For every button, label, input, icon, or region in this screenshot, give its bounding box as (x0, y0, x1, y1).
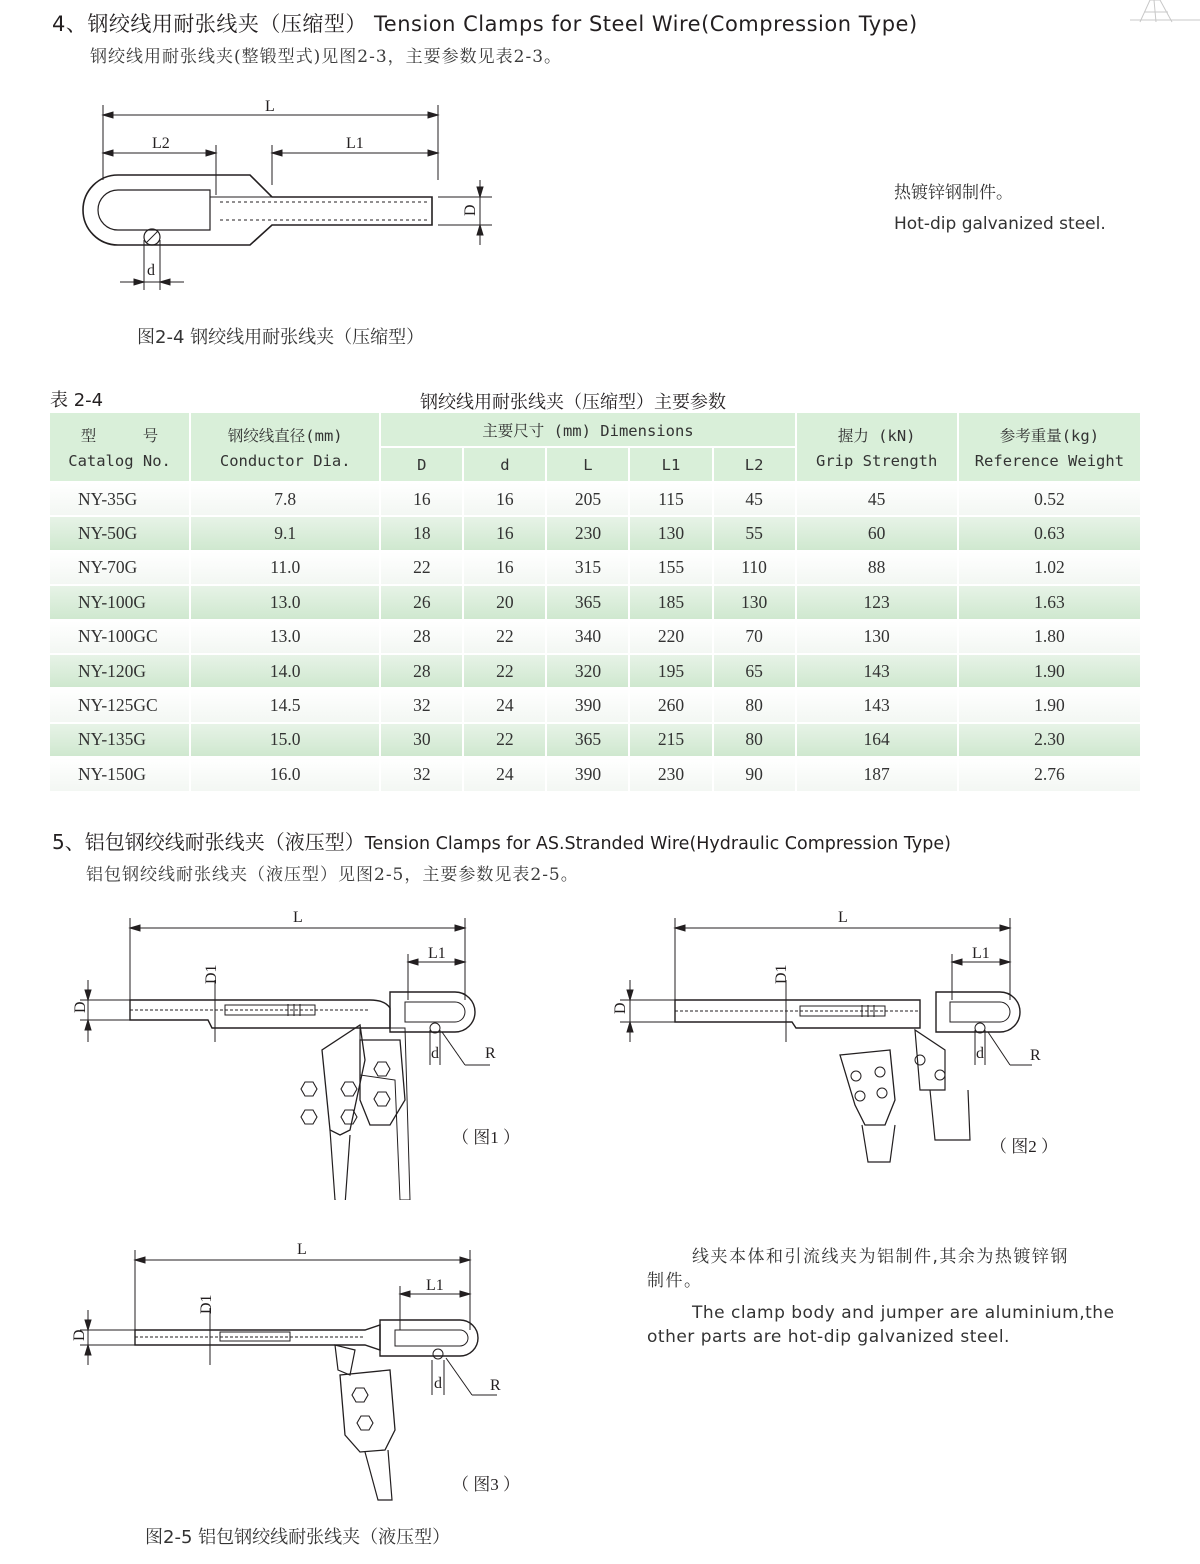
fig2-dim-L: L (838, 909, 848, 926)
table-cell: 143 (797, 689, 957, 721)
table-cell: NY-50G (50, 517, 189, 549)
table-cell: 1.63 (959, 586, 1140, 618)
table-cell: 80 (714, 689, 795, 721)
table-row (50, 483, 1140, 515)
table-cell: 16 (381, 483, 462, 515)
section-5-note-en-line2: other parts are hot-dip galvanized steel. (647, 1327, 1010, 1347)
figure-2-drawing (600, 900, 1080, 1180)
fig3-dim-L: L (297, 1241, 307, 1258)
table-cell: 390 (547, 689, 628, 721)
table-cell: 16 (464, 483, 545, 515)
table-cell: 7.8 (191, 483, 379, 515)
table-cell: 13.0 (191, 586, 379, 618)
table-cell: 155 (630, 552, 711, 584)
catalog-header (50, 413, 189, 481)
dimensions-header: 主要尺寸 (mm) Dimensions (381, 413, 794, 446)
table-row (50, 655, 1140, 687)
grip-header-en: Grip Strength (816, 452, 938, 470)
fig3-dim-D: D (71, 1329, 88, 1341)
fig2-dim-D1: D1 (773, 964, 790, 984)
parameter-table (50, 411, 1144, 793)
table-cell: 20 (464, 586, 545, 618)
weight-header (959, 413, 1140, 481)
section-5-note-cn-line2: 制件。 (647, 1271, 703, 1291)
dia-header-en: Conductor Dia. (219, 452, 351, 470)
table-row (50, 724, 1140, 756)
table-cell: NY-125GC (50, 689, 189, 721)
table-cell: NY-135G (50, 724, 189, 756)
fig3-dim-d: d (434, 1375, 442, 1392)
table-cell: 123 (797, 586, 957, 618)
weight-header-cn: 参考重量(kg) (999, 427, 1100, 445)
table-cell: 1.90 (959, 655, 1140, 687)
table-cell: 9.1 (191, 517, 379, 549)
dim-L2-label: L2 (152, 135, 170, 152)
table-row (50, 689, 1140, 721)
fig2-dim-d: d (976, 1045, 984, 1062)
fig2-label: （ 图2 ） (990, 1137, 1058, 1156)
fig2-dim-L1: L1 (972, 945, 990, 962)
table-cell: 115 (630, 483, 711, 515)
fig3-dim-D1: D1 (198, 1294, 215, 1314)
fig3-label: （ 图3 ） (452, 1475, 520, 1494)
section-5-subheading: 铝包钢绞线耐张线夹（液压型）见图2-5，主要参数见表2-5。 (86, 865, 579, 885)
figure-2-4-caption: 图2-4 钢绞线用耐张线夹（压缩型） (137, 327, 425, 348)
table-cell: 11.0 (191, 552, 379, 584)
table-cell: 143 (797, 655, 957, 687)
table-cell: 110 (714, 552, 795, 584)
fig1-dim-L: L (293, 909, 303, 926)
table-cell: 390 (547, 758, 628, 790)
table-cell: 1.02 (959, 552, 1140, 584)
table-cell: 16.0 (191, 758, 379, 790)
table-cell: 26 (381, 586, 462, 618)
table-cell: 30 (381, 724, 462, 756)
dim-D-label: D (462, 204, 479, 216)
table-cell: 13.0 (191, 621, 379, 653)
table-cell: 14.5 (191, 689, 379, 721)
section-5-note-cn-line1: 线夹本体和引流线夹为铝制件,其余为热镀锌钢 (692, 1247, 1069, 1267)
table-cell: 16 (464, 517, 545, 549)
table-row (50, 517, 1140, 549)
table-cell: 130 (714, 586, 795, 618)
table-cell: 24 (464, 689, 545, 721)
table-cell: 130 (630, 517, 711, 549)
table-cell: 230 (630, 758, 711, 790)
table-cell: 55 (714, 517, 795, 549)
table-cell: 32 (381, 758, 462, 790)
figure-1-drawing (60, 900, 540, 1200)
fig1-dim-L1: L1 (428, 945, 446, 962)
tower-logo-icon (1110, 0, 1200, 24)
fig2-dim-D: D (612, 1002, 629, 1014)
col-L1-header: L1 (630, 448, 711, 481)
section-5-heading-cn: 5、铝包钢绞线耐张线夹（液压型） (52, 830, 365, 854)
dim-d-label: d (147, 262, 155, 279)
figure-2-5-caption: 图2-5 铝包钢绞线耐张线夹（液压型） (145, 1527, 451, 1548)
section-5-note-en-line1: The clamp body and jumper are aluminium,the (692, 1303, 1115, 1323)
table-cell: NY-120G (50, 655, 189, 687)
grip-header (797, 413, 957, 481)
section-4-note-en: Hot-dip galvanized steel. (894, 214, 1106, 234)
table-cell: 185 (630, 586, 711, 618)
table-cell: 45 (797, 483, 957, 515)
section-4-heading: 4、钢绞线用耐张线夹（压缩型） Tension Clamps for Steel Wire(Compression Type) (52, 12, 918, 36)
figure-3-drawing (60, 1230, 540, 1510)
table-cell: 365 (547, 724, 628, 756)
fig2-dim-R: R (1030, 1047, 1041, 1064)
table-row (50, 552, 1140, 584)
table-cell: 315 (547, 552, 628, 584)
table-cell: 16 (464, 552, 545, 584)
table-cell: 90 (714, 758, 795, 790)
dim-L-label: L (265, 98, 275, 115)
table-cell: 205 (547, 483, 628, 515)
table-cell: 32 (381, 689, 462, 721)
table-cell: 22 (464, 724, 545, 756)
table-cell: 22 (464, 655, 545, 687)
fig3-dim-R: R (490, 1377, 501, 1394)
table-cell: 22 (464, 621, 545, 653)
table-cell: 22 (381, 552, 462, 584)
weight-header-en: Reference Weight (974, 452, 1125, 470)
grip-header-cn: 握力 (kN) (837, 427, 916, 445)
section-5-heading-en: Tension Clamps for AS.Stranded Wire(Hydraulic Compression Type) (364, 834, 951, 854)
table-cell: 60 (797, 517, 957, 549)
table-cell: 195 (630, 655, 711, 687)
table-cell: 65 (714, 655, 795, 687)
table-cell: 2.76 (959, 758, 1140, 790)
table-cell: 220 (630, 621, 711, 653)
table-cell: NY-100GC (50, 621, 189, 653)
table-cell: 24 (464, 758, 545, 790)
section-4-note-cn: 热镀锌钢制件。 (894, 183, 1013, 203)
table-row (50, 621, 1140, 653)
table-cell: 365 (547, 586, 628, 618)
table-cell: 70 (714, 621, 795, 653)
table-cell: 130 (797, 621, 957, 653)
table-cell: 1.90 (959, 689, 1140, 721)
table-cell: 320 (547, 655, 628, 687)
table-cell: 80 (714, 724, 795, 756)
table-cell: 340 (547, 621, 628, 653)
table-cell: 28 (381, 621, 462, 653)
table-cell: NY-35G (50, 483, 189, 515)
table-cell: 230 (547, 517, 628, 549)
table-cell: 14.0 (191, 655, 379, 687)
table-row (50, 586, 1140, 618)
section-4-subheading: 钢绞线用耐张线夹(整锻型式)见图2-3，主要参数见表2-3。 (90, 47, 563, 67)
col-L-header: L (547, 448, 628, 481)
table-cell: 164 (797, 724, 957, 756)
dia-header (191, 413, 379, 481)
col-D-header: D (381, 448, 462, 481)
fig3-dim-L1: L1 (426, 1277, 444, 1294)
table-cell: 45 (714, 483, 795, 515)
figure-2-4-drawing (60, 85, 520, 300)
section-5-heading (52, 826, 951, 855)
table-cell: NY-70G (50, 552, 189, 584)
table-row (50, 758, 1140, 790)
catalog-header-cn: 型 号 (80, 427, 159, 445)
table-cell: 15.0 (191, 724, 379, 756)
col-L2-header: L2 (714, 448, 795, 481)
table-body (50, 483, 1140, 791)
col-d-header: d (464, 448, 545, 481)
table-title: 钢绞线用耐张线夹（压缩型）主要参数 (420, 392, 726, 413)
fig1-label: （ 图1 ） (452, 1128, 520, 1147)
table-label: 表 2-4 (50, 390, 104, 411)
fig1-dim-D: D (72, 1001, 89, 1013)
catalog-header-en: Catalog No. (68, 452, 171, 470)
table-cell: 88 (797, 552, 957, 584)
fig1-dim-D1: D1 (203, 964, 220, 984)
table-cell: 0.63 (959, 517, 1140, 549)
fig1-dim-R: R (485, 1045, 496, 1062)
table-cell: 187 (797, 758, 957, 790)
table-cell: NY-150G (50, 758, 189, 790)
table-cell: 0.52 (959, 483, 1140, 515)
table-cell: 18 (381, 517, 462, 549)
table-cell: 28 (381, 655, 462, 687)
table-cell: 2.30 (959, 724, 1140, 756)
dia-header-cn: 钢绞线直径(mm) (227, 427, 343, 445)
table-cell: 215 (630, 724, 711, 756)
fig1-dim-d: d (431, 1045, 439, 1062)
table-cell: 260 (630, 689, 711, 721)
dim-L1-label: L1 (346, 135, 364, 152)
table-cell: 1.80 (959, 621, 1140, 653)
table-cell: NY-100G (50, 586, 189, 618)
